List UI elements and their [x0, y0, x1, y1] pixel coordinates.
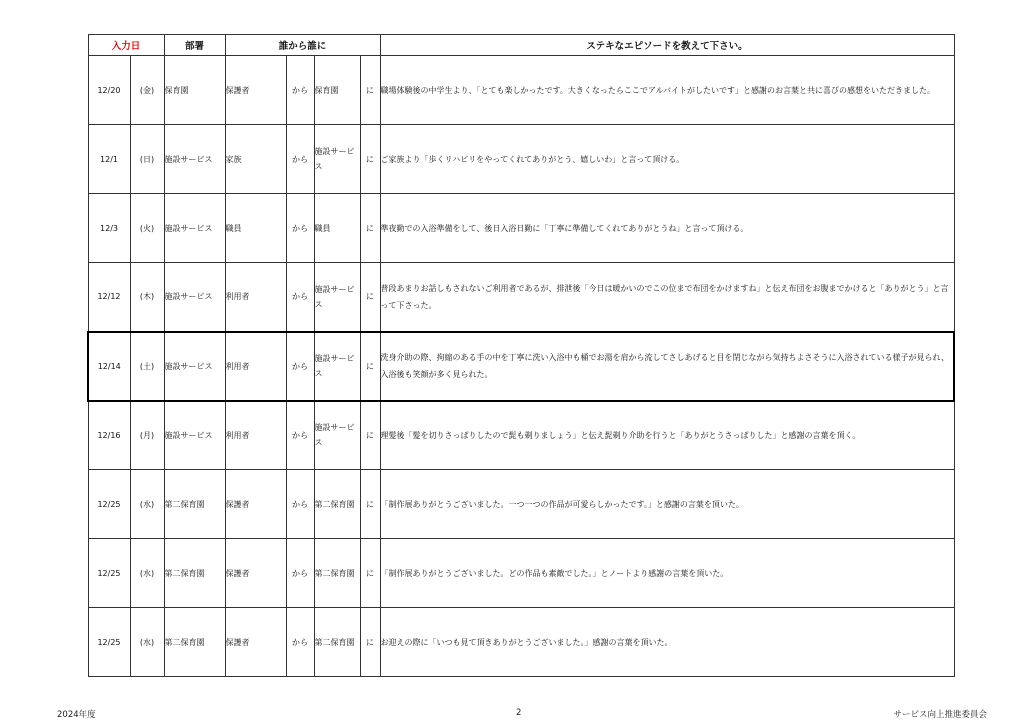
cell-department: 施設サービス [164, 332, 225, 401]
cell-ni: に [360, 125, 380, 194]
cell-kara: から [286, 125, 314, 194]
cell-weekday: (水) [130, 470, 164, 539]
cell-to: 施設サービス [314, 263, 360, 332]
cell-kara: から [286, 332, 314, 401]
header-episode: ステキなエピソードを教えて下さい。 [380, 35, 954, 56]
cell-to: 施設サービス [314, 332, 360, 401]
footer-fiscal-year: 2024年度 [57, 710, 96, 720]
cell-date: 12/3 [88, 194, 130, 263]
cell-ni: に [360, 539, 380, 608]
table-row-selected [88, 332, 954, 401]
cell-from: 保護者 [225, 470, 286, 539]
cell-to: 第二保育園 [314, 539, 360, 608]
cell-weekday: (金) [130, 56, 164, 125]
cell-ni: に [360, 401, 380, 470]
cell-from: 利用者 [225, 263, 286, 332]
cell-to: 第二保育園 [314, 470, 360, 539]
cell-ni: に [360, 56, 380, 125]
cell-episode: 普段あまりお話しもされないご利用者であるが、排泄後「今日は暖かいのでこの位まで布団をかけますね」と伝え布団をお腹までかけると「ありがとう」と言って下さった。 [380, 263, 954, 332]
cell-department: 施設サービス [164, 125, 225, 194]
cell-ni: に [360, 194, 380, 263]
cell-department: 保育園 [164, 56, 225, 125]
table-row [88, 608, 954, 677]
table-row [88, 470, 954, 539]
header-from-to: 誰から誰に [225, 35, 380, 56]
header-row [88, 35, 954, 56]
cell-kara: から [286, 263, 314, 332]
cell-episode: 洗身介助の際、拘縮のある手の中を丁寧に洗い入浴中も桶でお湯を肩から流してさしあげると目を閉じながら気持ちよさそうに入浴されている様子が見られ、入浴後も笑顔が多く見られた。 [380, 332, 954, 401]
cell-from: 利用者 [225, 401, 286, 470]
cell-date: 12/20 [88, 56, 130, 125]
table-row [88, 263, 954, 332]
cell-episode: 「制作展ありがとうございました。一つ一つの作品が可愛らしかったです。」と感謝の言葉を頂いた。 [380, 470, 954, 539]
cell-department: 第二保育園 [164, 539, 225, 608]
footer-page-number: 2 [516, 708, 522, 718]
cell-department: 施設サービス [164, 263, 225, 332]
table-row [88, 194, 954, 263]
cell-date: 12/16 [88, 401, 130, 470]
cell-to: 第二保育園 [314, 608, 360, 677]
cell-episode: ご家族より「歩くリハビリをやってくれてありがとう、嬉しいわ」と言って頂ける。 [380, 125, 954, 194]
cell-ni: に [360, 470, 380, 539]
cell-department: 第二保育園 [164, 608, 225, 677]
cell-ni: に [360, 263, 380, 332]
cell-episode: 理髪後「髪を切りさっぱりしたので髭も剃りましょう」と伝え髭剃り介助を行うと「ありがとうさっぱりした」と感謝の言葉を頂く。 [380, 401, 954, 470]
cell-department: 第二保育園 [164, 470, 225, 539]
cell-weekday: (土) [130, 332, 164, 401]
cell-to: 保育園 [314, 56, 360, 125]
cell-to: 施設サービス [314, 125, 360, 194]
cell-weekday: (火) [130, 194, 164, 263]
cell-from: 保護者 [225, 608, 286, 677]
cell-episode: 「制作展ありがとうございました。どの作品も素敵でした。」とノートより感謝の言葉を頂いた。 [380, 539, 954, 608]
cell-date: 12/25 [88, 539, 130, 608]
cell-from: 職員 [225, 194, 286, 263]
cell-kara: から [286, 56, 314, 125]
cell-from: 利用者 [225, 332, 286, 401]
cell-weekday: (日) [130, 125, 164, 194]
cell-kara: から [286, 539, 314, 608]
cell-kara: から [286, 194, 314, 263]
table-row [88, 539, 954, 608]
cell-date: 12/14 [88, 332, 130, 401]
footer-committee-name: サービス向上推進委員会 [893, 710, 987, 720]
cell-kara: から [286, 401, 314, 470]
cell-from: 保護者 [225, 56, 286, 125]
header-department: 部署 [164, 35, 225, 56]
cell-ni: に [360, 332, 380, 401]
cell-to: 職員 [314, 194, 360, 263]
cell-to: 施設サービス [314, 401, 360, 470]
cell-from: 保護者 [225, 539, 286, 608]
episode-table [87, 34, 955, 677]
cell-weekday: (水) [130, 539, 164, 608]
cell-department: 施設サービス [164, 194, 225, 263]
cell-weekday: (水) [130, 608, 164, 677]
table-row [88, 401, 954, 470]
cell-date: 12/1 [88, 125, 130, 194]
cell-weekday: (木) [130, 263, 164, 332]
cell-kara: から [286, 608, 314, 677]
cell-episode: お迎えの際に「いつも見て頂きありがとうございました。」感謝の言葉を頂いた。 [380, 608, 954, 677]
cell-date: 12/25 [88, 470, 130, 539]
table-row [88, 56, 954, 125]
cell-date: 12/12 [88, 263, 130, 332]
header-input-date: 入力日 [88, 35, 164, 56]
cell-ni: に [360, 608, 380, 677]
cell-date: 12/25 [88, 608, 130, 677]
cell-episode: 職場体験後の中学生より、「とても楽しかったです。大きくなったらここでアルバイトがしたいです」と感謝のお言葉と共に喜びの感想をいただきました。 [380, 56, 954, 125]
cell-department: 施設サービス [164, 401, 225, 470]
cell-episode: 準夜勤での入浴準備をして、後日入浴日勤に「丁寧に準備してくれてありがとうね」と言って頂ける。 [380, 194, 954, 263]
cell-from: 家族 [225, 125, 286, 194]
table-row [88, 125, 954, 194]
cell-weekday: (月) [130, 401, 164, 470]
cell-kara: から [286, 470, 314, 539]
